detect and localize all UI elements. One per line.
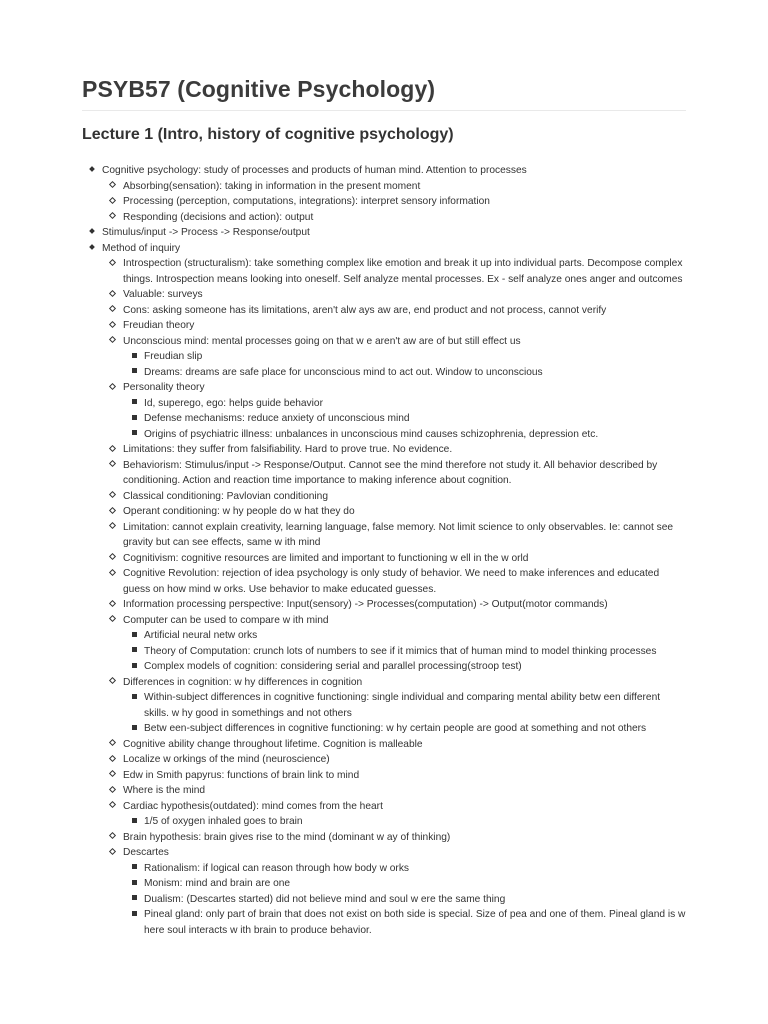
outline-item-level-2: [82, 675, 686, 691]
outline-item-text: Defense mechanisms: reduce anxiety of unconscious mind: [144, 413, 410, 424]
outline-item-text: Complex models of cognition: considering serial and parallel processing(stroop test): [144, 661, 522, 672]
lecture-title: Lecture 1 (Intro, history of cognitive psychology): [82, 126, 454, 143]
outline-item-level-2: [82, 256, 686, 287]
outline-item-text: Cognitive ability change throughout lifetime. Cognition is malleable: [123, 738, 423, 750]
outline-item-text: Where is the mind: [123, 785, 206, 796]
outline-item-text: Valuable: surveys: [123, 289, 203, 300]
outline-item-text: Artificial neural netw orks: [144, 630, 258, 641]
outline-item-level-2: [82, 551, 686, 567]
outline-item-level-2: [82, 489, 686, 505]
outline-item-level-2: [82, 520, 686, 551]
outline-item-text: Origins of psychiatric illness: unbalances in unconscious mind causes schizophrenia, depression etc.: [144, 428, 599, 440]
outline-item-level-3: [82, 659, 686, 675]
outline-item-text: Betw een-subject differences in cognitive functioning: w hy certain people are good at something and not others: [144, 723, 647, 734]
outline-item-level-2: [82, 194, 686, 210]
outline-item-text: Id, superego, ego: helps guide behavior: [144, 397, 323, 409]
outline-item-text: Freudian theory: [123, 320, 195, 331]
outline-item-text: Descartes: [123, 847, 169, 858]
outline-item-level-2: [82, 597, 686, 613]
hollow-diamond-bullet-icon: [107, 318, 117, 334]
outline-item-text: Cognitivism: cognitive resources are limited and important to functioning w ell in the w orld: [123, 552, 529, 564]
outline-item-text: Pineal gland: only part of brain that does not exist on both side is special. Size of pea and one of them. Pineal gland is w here soul interacts w ith brain to produce behavior.: [144, 909, 686, 936]
hollow-diamond-bullet-icon: [107, 489, 117, 505]
outline-item-text: Classical conditioning: Pavlovian conditioning: [123, 490, 329, 502]
hollow-diamond-bullet-icon: [107, 783, 117, 799]
outline-item-level-2: [82, 442, 686, 458]
hollow-diamond-bullet-icon: [107, 303, 117, 319]
outline-item-level-2: [82, 830, 686, 846]
filled-diamond-bullet-icon: [87, 163, 97, 179]
filled-square-bullet-icon: [129, 411, 139, 427]
outline-item-text: Stimulus/input -> Process -> Response/output: [102, 227, 310, 238]
outline-item-level-2: [82, 613, 686, 629]
hollow-diamond-bullet-icon: [107, 256, 117, 272]
outline-item-level-2: [82, 752, 686, 768]
hollow-diamond-bullet-icon: [107, 179, 117, 195]
filled-square-bullet-icon: [129, 861, 139, 877]
outline-item-text: Limitations: they suffer from falsifiability. Hard to prove true. No evidence.: [123, 444, 453, 455]
filled-square-bullet-icon: [129, 907, 139, 923]
outline-item-text: Cognitive Revolution: rejection of idea psychology is only study of behavior. We need to make inferences and educated guess on how mind w orks. Use behavior to make educated guesses.: [123, 568, 660, 595]
outline-item-level-3: [82, 892, 686, 908]
outline-item-text: Theory of Computation: crunch lots of numbers to see if it mimics that of human mind to model thinking processes: [144, 645, 657, 657]
filled-square-bullet-icon: [129, 876, 139, 892]
filled-square-bullet-icon: [129, 349, 139, 365]
outline-item-level-2: [82, 504, 686, 520]
outline-item-level-2: [82, 318, 686, 334]
outline-item-level-2: [82, 179, 686, 195]
outline-item-text: 1/5 of oxygen inhaled goes to brain: [144, 816, 303, 827]
outline-item-level-3: [82, 396, 686, 412]
hollow-diamond-bullet-icon: [107, 675, 117, 691]
outline-item-level-3: [82, 876, 686, 892]
outline-item-level-2: [82, 287, 686, 303]
outline-item-text: Information processing perspective: Input(sensory) -> Processes(computation) -> Output(motor commands): [123, 599, 608, 610]
hollow-diamond-bullet-icon: [107, 768, 117, 784]
hollow-diamond-bullet-icon: [107, 566, 117, 582]
filled-square-bullet-icon: [129, 628, 139, 644]
outline-item-level-2: [82, 783, 686, 799]
outline-item-text: Personality theory: [123, 382, 205, 393]
document-title: PSYB57 (Cognitive Psychology): [82, 76, 436, 102]
outline-item-level-2: [82, 737, 686, 753]
filled-square-bullet-icon: [129, 690, 139, 706]
outline-item-text: Dualism: (Descartes started) did not believe mind and soul w ere the same thing: [144, 893, 506, 905]
hollow-diamond-bullet-icon: [107, 830, 117, 846]
outline-item-level-2: [82, 334, 686, 350]
outline-item-level-3: [82, 721, 686, 737]
outline-item-level-2: [82, 799, 686, 815]
outline-item-level-1: [82, 163, 686, 179]
outline-item-text: Within-subject differences in cognitive functioning: single individual and comparing mental ability betw een different skills. w hy good in somethings and not others: [144, 692, 661, 719]
outline-item-text: Cardiac hypothesis(outdated): mind comes from the heart: [123, 800, 383, 812]
outline-item-text: Monism: mind and brain are one: [144, 878, 291, 889]
outline-item-level-2: [82, 210, 686, 226]
outline-item-level-3: [82, 814, 686, 830]
hollow-diamond-bullet-icon: [107, 287, 117, 303]
outline-item-level-3: [82, 690, 686, 721]
outline-item-level-2: [82, 380, 686, 396]
outline-item-level-2: [82, 303, 686, 319]
outline-item-text: Responding (decisions and action): output: [123, 211, 314, 223]
filled-square-bullet-icon: [129, 644, 139, 660]
hollow-diamond-bullet-icon: [107, 520, 117, 536]
hollow-diamond-bullet-icon: [107, 458, 117, 474]
outline-item-level-3: [82, 644, 686, 660]
filled-diamond-bullet-icon: [87, 225, 97, 241]
filled-square-bullet-icon: [129, 721, 139, 737]
hollow-diamond-bullet-icon: [107, 504, 117, 520]
hollow-diamond-bullet-icon: [107, 799, 117, 815]
outline-item-text: Dreams: dreams are safe place for unconscious mind to act out. Window to unconscious: [144, 366, 543, 378]
outline-item-text: Cognitive psychology: study of processes and products of human mind. Attention to processes: [102, 165, 527, 176]
hollow-diamond-bullet-icon: [107, 210, 117, 226]
outline-item-text: Edw in Smith papyrus: functions of brain link to mind: [123, 769, 360, 781]
hollow-diamond-bullet-icon: [107, 737, 117, 753]
outline-item-text: Behaviorism: Stimulus/input -> Response/Output. Cannot see the mind therefore not study it. All behavior described by conditioning. Action and reaction time importance to making inference about cognition.: [123, 459, 658, 486]
filled-square-bullet-icon: [129, 365, 139, 381]
outline-item-level-3: [82, 628, 686, 644]
notes-outline: [82, 163, 686, 938]
outline-item-text: Processing (perception, computations, integrations): interpret sensory information: [123, 196, 490, 207]
outline-item-level-2: [82, 566, 686, 597]
filled-square-bullet-icon: [129, 659, 139, 675]
hollow-diamond-bullet-icon: [107, 194, 117, 210]
outline-item-text: Freudian slip: [144, 351, 203, 362]
filled-diamond-bullet-icon: [87, 241, 97, 257]
hollow-diamond-bullet-icon: [107, 334, 117, 350]
outline-item-text: Unconscious mind: mental processes going on that w e aren't aw are of but still effect us: [123, 335, 521, 347]
hollow-diamond-bullet-icon: [107, 845, 117, 861]
outline-item-text: Absorbing(sensation): taking in information in the present moment: [123, 180, 421, 192]
outline-item-text: Rationalism: if logical can reason through how body w orks: [144, 862, 410, 874]
outline-item-text: Introspection (structuralism): take something complex like emotion and break it up into individual parts. Decompose complex things. Introspection means looking into oneself. Self analyze mental processes. Ex - self analyze ones anger and outcomes: [123, 258, 683, 285]
outline-item-level-3: [82, 411, 686, 427]
outline-item-level-3: [82, 365, 686, 381]
outline-item-level-3: [82, 427, 686, 443]
outline-item-text: Cons: asking someone has its limitations, aren't alw ays aw are, end product and not process, cannot verify: [123, 304, 607, 316]
hollow-diamond-bullet-icon: [107, 752, 117, 768]
hollow-diamond-bullet-icon: [107, 597, 117, 613]
filled-square-bullet-icon: [129, 814, 139, 830]
outline-item-text: Limitation: cannot explain creativity, learning language, false memory. Not limit science to only observables. Ie: cannot see gravity but can see effects, same w ith mind: [123, 521, 674, 548]
outline-item-level-3: [82, 349, 686, 365]
outline-item-text: Operant conditioning: w hy people do w hat they do: [123, 506, 355, 517]
outline-item-level-3: [82, 907, 686, 938]
hollow-diamond-bullet-icon: [107, 551, 117, 567]
hollow-diamond-bullet-icon: [107, 380, 117, 396]
hollow-diamond-bullet-icon: [107, 442, 117, 458]
title-divider: [82, 110, 686, 111]
outline-item-level-3: [82, 861, 686, 877]
filled-square-bullet-icon: [129, 396, 139, 412]
outline-item-text: Method of inquiry: [102, 242, 181, 254]
outline-item-level-1: [82, 241, 686, 257]
hollow-diamond-bullet-icon: [107, 613, 117, 629]
outline-item-level-2: [82, 458, 686, 489]
outline-item-level-2: [82, 845, 686, 861]
filled-square-bullet-icon: [129, 427, 139, 443]
outline-item-level-1: [82, 225, 686, 241]
outline-item-text: Computer can be used to compare w ith mind: [123, 614, 329, 626]
filled-square-bullet-icon: [129, 892, 139, 908]
outline-item-text: Brain hypothesis: brain gives rise to the mind (dominant w ay of thinking): [123, 831, 451, 843]
outline-item-level-2: [82, 768, 686, 784]
outline-item-text: Localize w orkings of the mind (neuroscience): [123, 754, 330, 765]
outline-item-text: Differences in cognition: w hy differences in cognition: [123, 676, 363, 688]
